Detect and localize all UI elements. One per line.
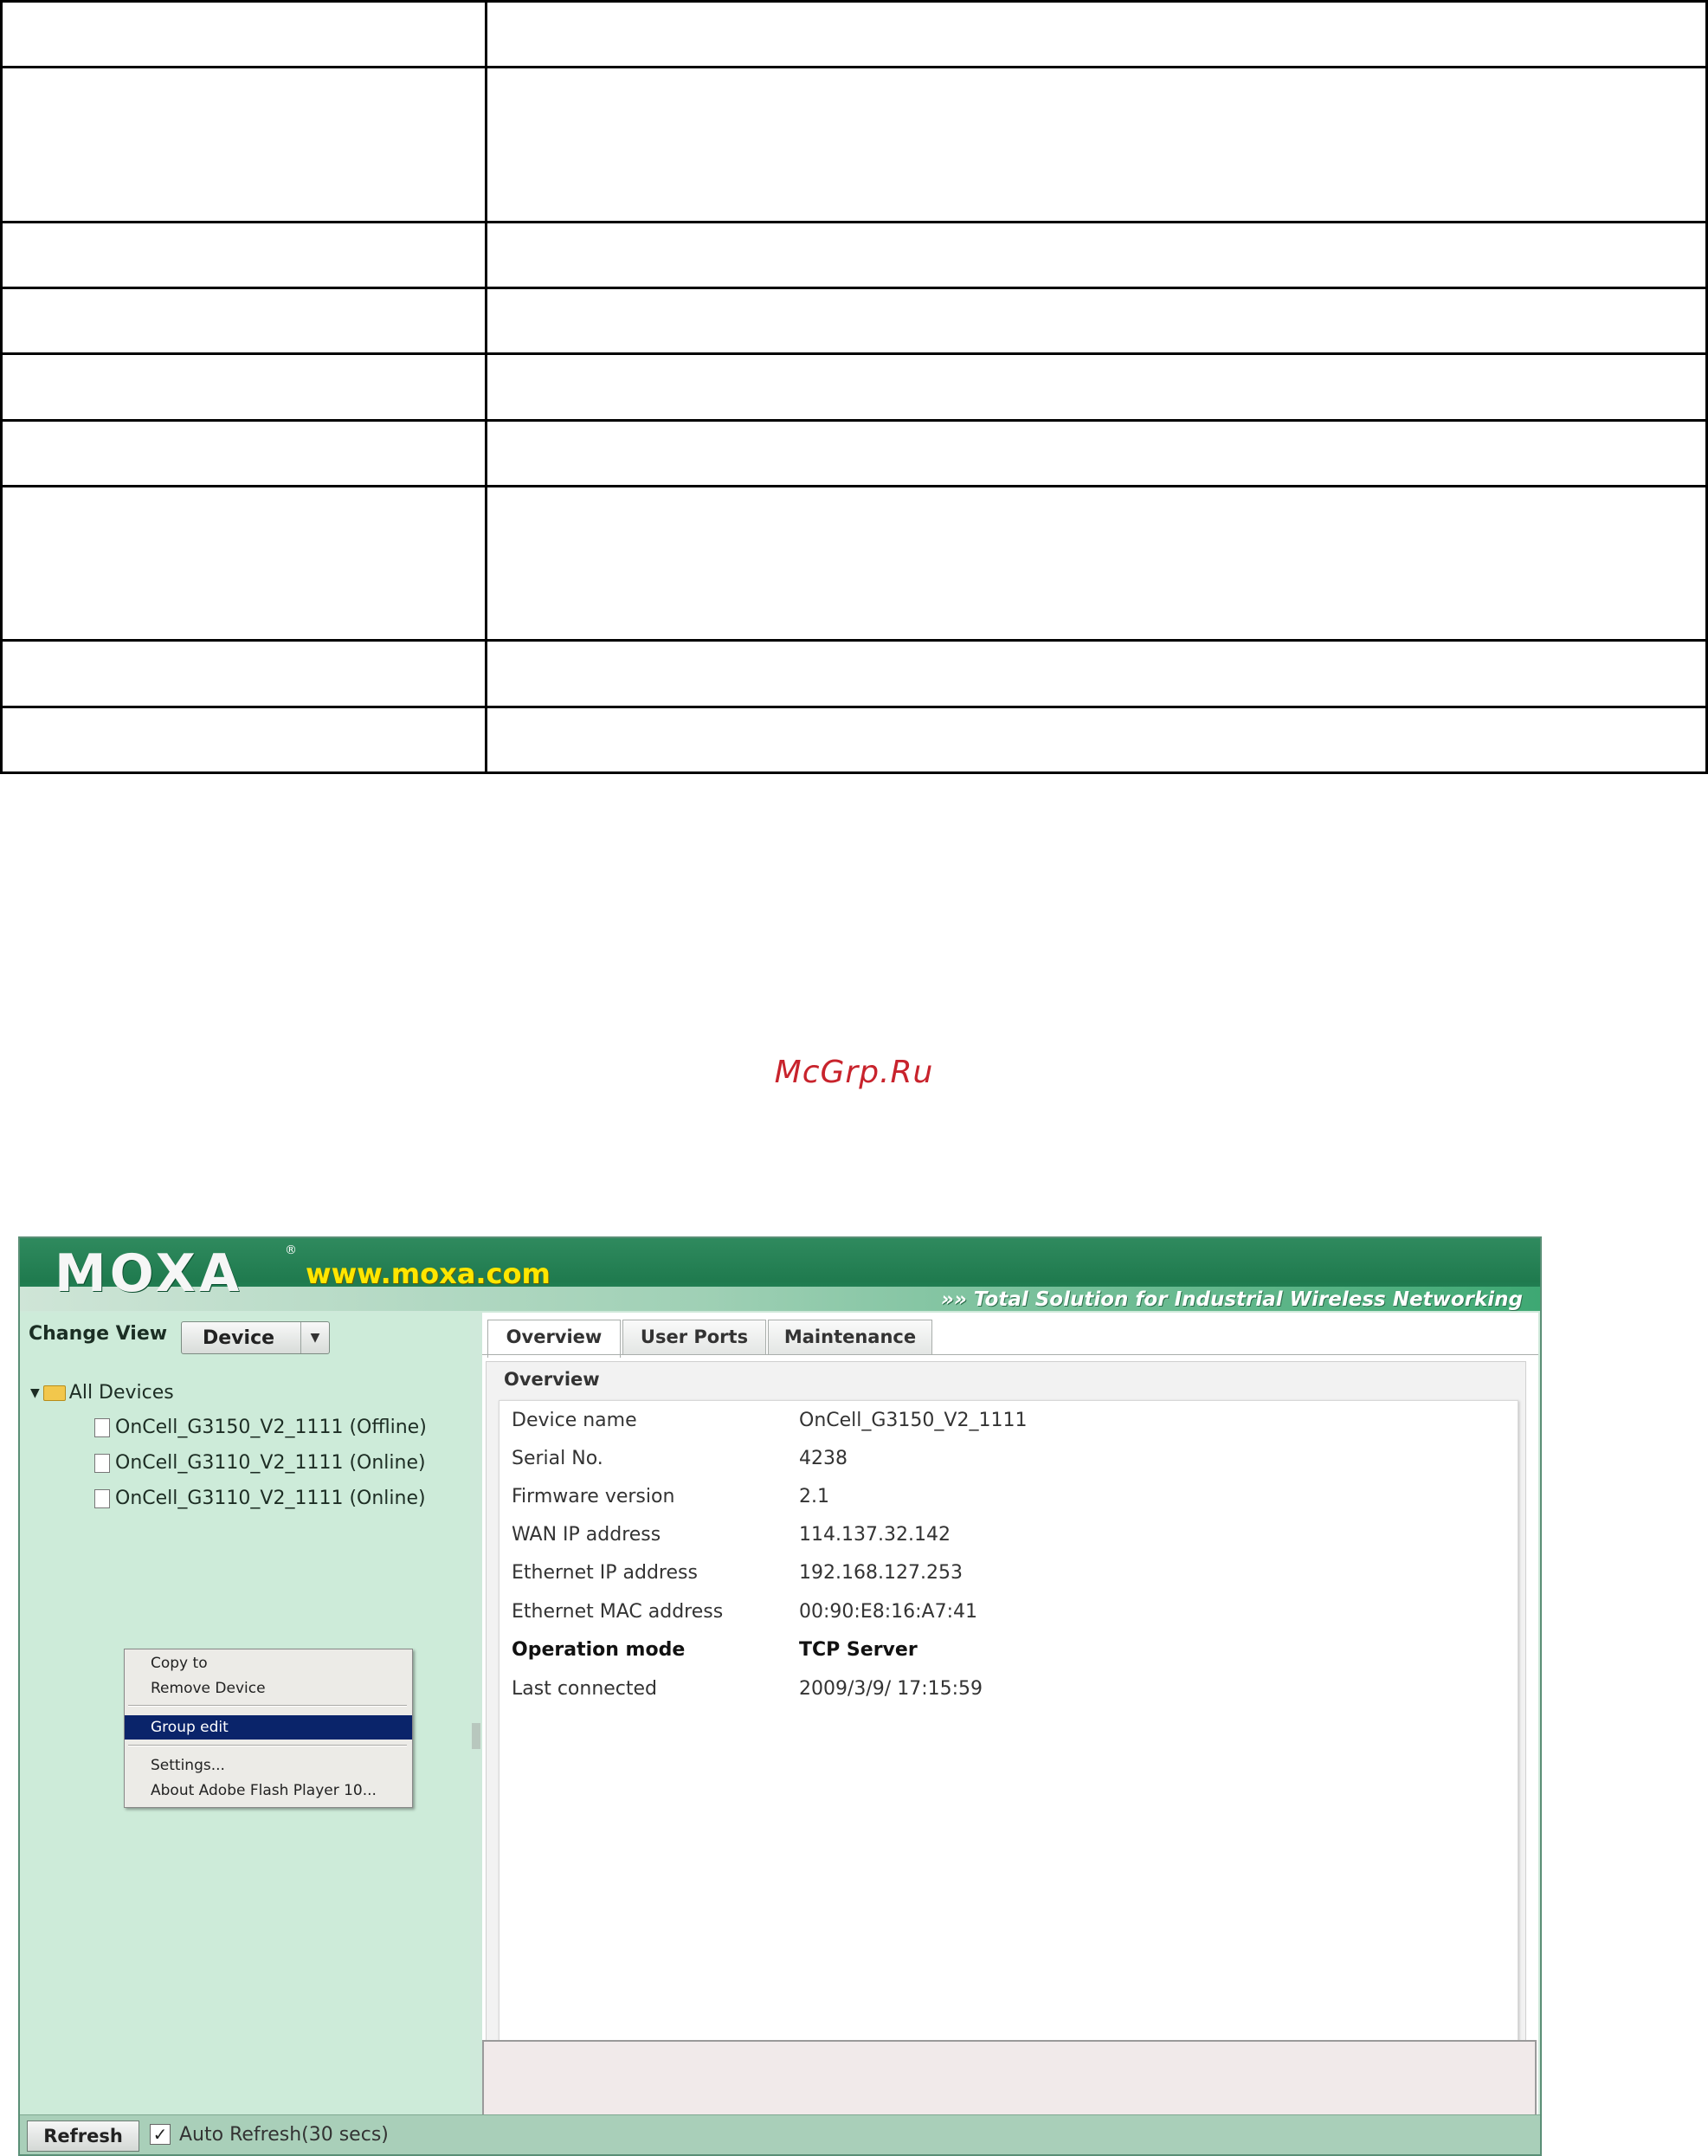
detail-label: Operation mode (512, 1639, 686, 1661)
context-menu (124, 1649, 413, 1808)
table-row (2, 354, 1707, 420)
document-icon (94, 1454, 110, 1473)
table-row (2, 420, 1707, 486)
registered-mark: ® (285, 1243, 297, 1257)
table-cell (487, 68, 1707, 223)
detail-label: Device name (512, 1410, 637, 1431)
tree-root[interactable] (30, 1382, 174, 1404)
table-cell (2, 486, 487, 641)
overview-title: Overview (504, 1369, 600, 1390)
table-cell (2, 222, 487, 287)
tree-item-device[interactable] (94, 1452, 426, 1474)
detail-value: 2009/3/9/ 17:15:59 (799, 1678, 983, 1700)
table-cell (2, 288, 487, 354)
chevron-down-icon[interactable]: ▼ (300, 1322, 329, 1353)
table-cell (487, 420, 1707, 486)
detail-label: Firmware version (512, 1486, 675, 1507)
detail-label: Ethernet MAC address (512, 1601, 724, 1623)
document-icon (94, 1418, 110, 1437)
detail-value: 4238 (799, 1448, 848, 1469)
app-header (20, 1238, 1540, 1311)
table-row (2, 641, 1707, 707)
auto-refresh-checkbox[interactable]: ✓ (150, 2124, 171, 2145)
menu-separator (128, 1745, 407, 1746)
detail-value: 192.168.127.253 (799, 1562, 963, 1584)
menu-item-group-edit[interactable]: Group edit (125, 1715, 412, 1740)
detail-value: 2.1 (799, 1486, 829, 1507)
tree-item-device[interactable] (94, 1488, 426, 1509)
menu-item-settings[interactable]: Settings... (151, 1757, 225, 1774)
table-row (2, 222, 1707, 287)
tab-divider (482, 1354, 1538, 1355)
moxa-logo: MOXA (55, 1243, 243, 1304)
overview-details (499, 1400, 1518, 2067)
tree-item-device[interactable] (94, 1417, 427, 1438)
auto-refresh-label: Auto Refresh(30 secs) (179, 2124, 389, 2146)
table-cell (2, 707, 487, 772)
table-row (2, 707, 1707, 772)
table-cell (487, 354, 1707, 420)
table-row (2, 68, 1707, 223)
tab-overview[interactable]: Overview (487, 1320, 621, 1358)
details-panel (482, 1313, 1538, 2114)
detail-label: Serial No. (512, 1448, 603, 1469)
document-icon (94, 1489, 110, 1508)
table-cell (487, 641, 1707, 707)
menu-separator (128, 1705, 407, 1707)
device-label: OnCell_G3110_V2_1111 (Online) (115, 1488, 426, 1509)
change-view-select[interactable] (181, 1321, 330, 1354)
change-view-label: Change View (29, 1323, 168, 1345)
table-cell (2, 354, 487, 420)
table-cell (487, 2, 1707, 68)
detail-value: 00:90:E8:16:A7:41 (799, 1601, 977, 1623)
menu-item-about-flash[interactable]: About Adobe Flash Player 10... (151, 1782, 377, 1799)
overview-section (486, 1361, 1526, 2076)
table-cell (487, 486, 1707, 641)
tree-root-label: All Devices (68, 1382, 174, 1404)
table-row (2, 2, 1707, 68)
table-row (2, 288, 1707, 354)
device-label: OnCell_G3150_V2_1111 (Offline) (115, 1417, 427, 1438)
change-view-value: Device (203, 1327, 275, 1349)
table-row (2, 486, 1707, 641)
table-cell (487, 288, 1707, 354)
detail-value: 114.137.32.142 (799, 1524, 951, 1546)
site-url: www.moxa.com (306, 1257, 551, 1290)
refresh-button[interactable]: Refresh (27, 2120, 139, 2152)
detail-label: Last connected (512, 1678, 658, 1700)
device-panel (20, 1313, 470, 2154)
table-cell (2, 420, 487, 486)
detail-label: WAN IP address (512, 1524, 661, 1546)
document-table (0, 0, 1708, 774)
table-cell (2, 641, 487, 707)
table-cell (2, 68, 487, 223)
app-window (18, 1236, 1542, 2156)
detail-value: TCP Server (799, 1639, 918, 1661)
watermark: McGrp.Ru (774, 1055, 934, 1090)
table-cell (487, 222, 1707, 287)
table-cell (2, 2, 487, 68)
menu-item-copy-to[interactable]: Copy to (151, 1655, 208, 1672)
menu-item-remove-device[interactable]: Remove Device (151, 1680, 266, 1697)
expand-triangle-icon[interactable]: ▼ (30, 1386, 40, 1400)
device-label: OnCell_G3110_V2_1111 (Online) (115, 1452, 426, 1474)
folder-icon (43, 1385, 66, 1401)
detail-value: OnCell_G3150_V2_1111 (799, 1410, 1028, 1431)
detail-label: Ethernet IP address (512, 1562, 698, 1584)
panel-splitter-handle[interactable] (472, 1723, 480, 1749)
bottom-bar (20, 2114, 1540, 2155)
tab-user-ports[interactable]: User Ports (622, 1320, 766, 1354)
tagline: »» Total Solution for Industrial Wireless Networking (940, 1288, 1523, 1311)
tab-maintenance[interactable]: Maintenance (768, 1320, 932, 1354)
table-cell (487, 707, 1707, 772)
